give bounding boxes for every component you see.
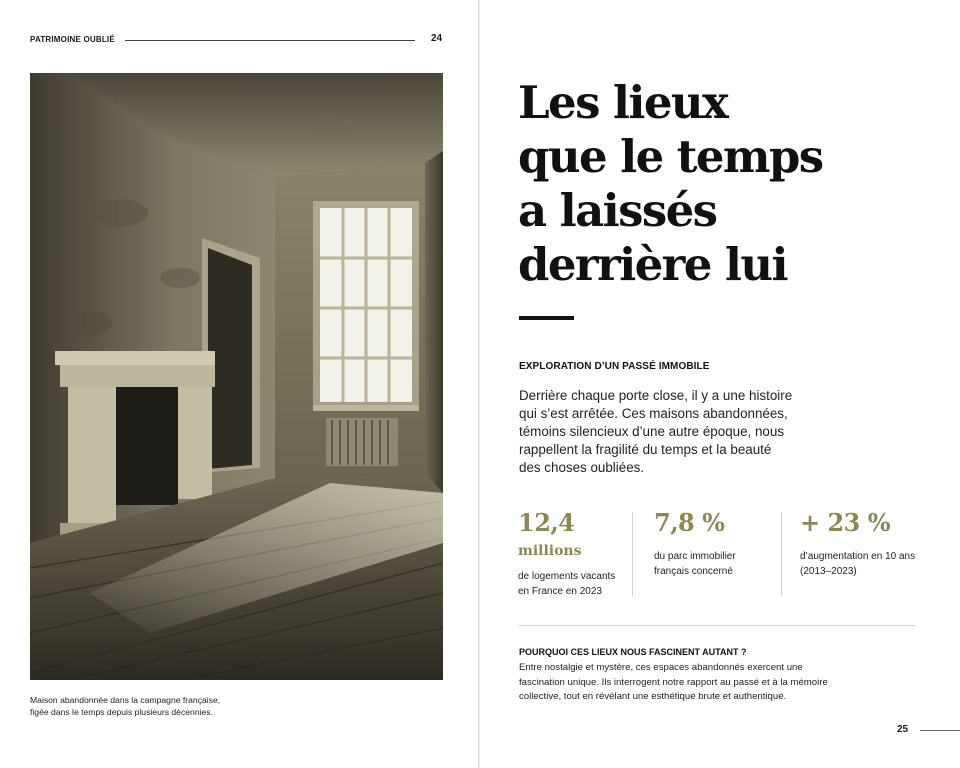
folio-rule (920, 730, 960, 731)
stat-unit: millions (518, 543, 582, 559)
stat-value: + 23 % (800, 508, 891, 537)
headline-line: Les lieux (518, 76, 728, 129)
page-number-left: 24 (431, 33, 443, 44)
running-title: PATRIMOINE OUBLIÉ (30, 35, 115, 44)
stat-divider (781, 512, 782, 596)
intro-line: témoins silencieux d’une autre époque, nous (519, 424, 785, 439)
running-header-rule (125, 40, 415, 41)
stat-description-line: de logements vacants (518, 571, 616, 582)
stat-value: 7,8 % (654, 508, 725, 537)
why-heading: POURQUOI CES LIEUX NOUS FASCINENT AUTANT ? (519, 647, 747, 657)
why-line: collective, tout en révélant une esthétique brute et authentique. (519, 691, 787, 702)
headline (518, 76, 938, 292)
abandoned-room-photo (30, 73, 443, 680)
stat-vacant-housing (518, 508, 615, 599)
section-kicker: EXPLORATION D’UN PASSÉ IMMOBILE (519, 361, 710, 372)
page-number-right: 25 (897, 724, 909, 735)
headline-accent-rule (519, 316, 574, 320)
stat-divider (632, 512, 633, 596)
stat-description (518, 569, 615, 599)
stat-description (654, 549, 736, 579)
room-illustration (30, 73, 443, 680)
why-line: fascination unique. Ils interrogent notre rapport au passé et à la mémoire (519, 676, 828, 688)
headline-line: que le temps (518, 130, 823, 183)
intro-line: Derrière chaque porte close, il y a une histoire (519, 388, 793, 403)
why-paragraph (519, 661, 849, 705)
headline-line: derrière lui (518, 238, 787, 291)
stat-description-line: (2013–2023) (800, 566, 857, 577)
photo-caption (30, 694, 220, 718)
stat-value: 12,4 (518, 508, 575, 537)
stat-description-line: en France en 2023 (518, 586, 602, 597)
stat-housing-share (654, 508, 736, 579)
intro-paragraph (519, 387, 793, 477)
intro-line: qui s’est arrêtée. Ces maisons abandonnées, (519, 406, 788, 421)
left-page (0, 0, 478, 768)
stat-description (800, 549, 915, 579)
caption-line: figée dans le temps depuis plusieurs décennies. (30, 707, 213, 717)
intro-line: rappellent la fragilité du temps et la beauté (519, 442, 772, 457)
right-page (480, 0, 960, 768)
why-line: Entre nostalgie et mystère, ces espaces abandonnés exercent une (519, 662, 803, 673)
stat-description-line: français concerné (654, 566, 733, 577)
intro-line: des choses oubliées. (519, 460, 645, 475)
caption-line: Maison abandonnée dans la campagne française, (30, 695, 221, 705)
stat-growth (800, 508, 915, 579)
headline-line: a laissés (518, 184, 717, 237)
stat-description-line: du parc immobilier (654, 551, 736, 562)
stat-description-line: d’augmentation en 10 ans (800, 551, 916, 562)
section-divider (519, 625, 916, 626)
